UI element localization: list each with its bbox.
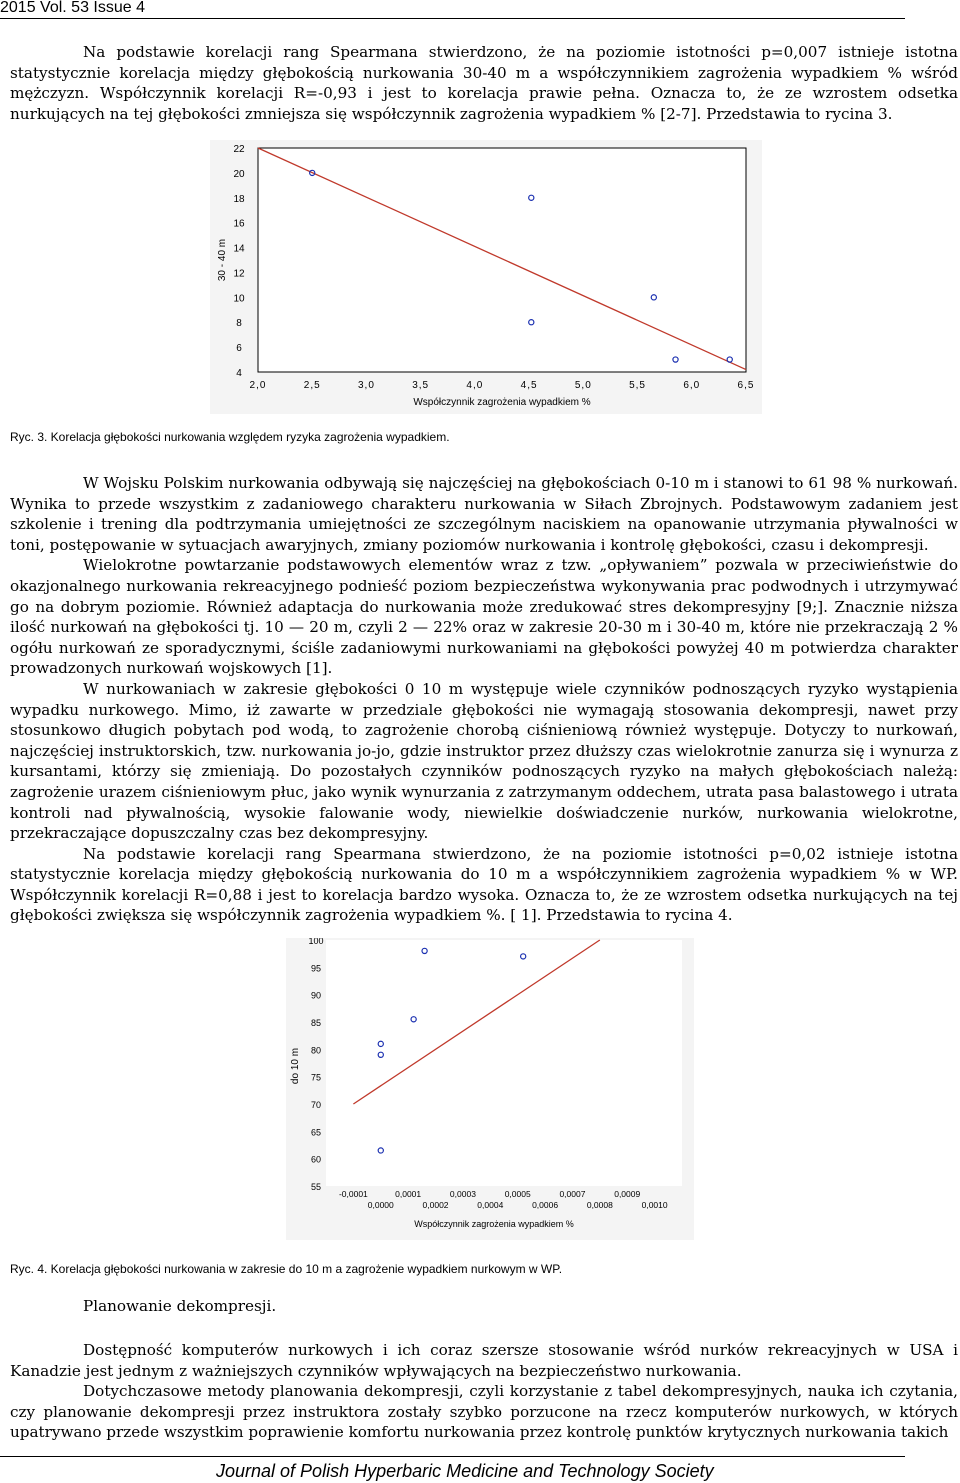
y-tick-label: 16 — [233, 218, 245, 230]
x-tick-label: 0,0008 — [586, 1200, 613, 1210]
x-tick-label: 4,0 — [466, 380, 484, 391]
x-tick-label: 0,0003 — [449, 1189, 476, 1199]
x-tick-label: 5,5 — [629, 380, 647, 391]
paragraph: Dostępność komputerów nurkowych i ich coraz szersze stosowanie wśród nurków rekreacyjnych w USA i Kanadzie jest jednym z ważniejszych czynników wpływających na bezpieczeństwo nurkowania. — [10, 1341, 958, 1380]
y-tick-label: 22 — [233, 144, 245, 155]
x-tick-label: 3,5 — [412, 380, 430, 391]
paragraph: W nurkowaniach w zakresie głębokości 0 10 m występuje wiele czynników podnoszących ryzyko wystąpienia wypadku nurkowego. Mimo, iż zawarte w przedziale głębokości nie wymagają stosowania dekompresji, nawet przy stosunkowo długich pobytach pod wodą, to zagrożenie chorobą ciśnieniową również występuje. Dotyczy to nurkowań, najczęściej instruktorskich, tzw. nurkowania jo-jo, gdzie instruktor przez dłuższy czas wielokrotnie zanurza się i wynurza z kursantami, którzy się zmieniają. Do pozostałych czynników podnoszących ryzyko na małych głębokościach należą: zagrożenie urazem ciśnieniowym płuc, jako wynik wynurzania z zatrzymanym oddechem, utrata pasa balastowego i utrata kontroli nad pływalnością, wysokie falowanie wody, niewielkie doświadczenie nurków, nurkowania wielokrotne, przekraczające dopuszczalny czas bez dekompresyjny. — [10, 679, 958, 843]
section-heading: Planowanie dekompresji. — [83, 1297, 277, 1315]
paragraph: Dotychczasowe metody planowania dekompresji, czyli korzystanie z tabel dekompresyjnych, nauka ich czytania, czy planowanie dekompresji przez instruktora zostały szybko porzucone na rzecz komputerów nurkowych, w których upatrywano przede wszystkim poprawienie komfortu nurkowania przez kontrolę punktów krytycznych nurkowania takich — [10, 1382, 958, 1442]
y-tick-label: 80 — [310, 1045, 322, 1056]
plot-area — [326, 940, 682, 1186]
x-tick-label: 6,5 — [737, 380, 755, 391]
x-axis-label: Współczynnik zagrożenia wypadkiem % — [413, 397, 591, 408]
y-tick-label: 95 — [310, 963, 322, 974]
x-tick-label: 0,0001 — [395, 1189, 422, 1199]
y-axis-label: 30 - 40 m — [217, 238, 228, 282]
figure-4-caption: Ryc. 4. Korelacja głębokości nurkowania w zakresie do 10 m a zagrożenie wypadkiem nurkowym w WP. — [10, 1262, 563, 1276]
y-axis-label: do 10 m — [290, 1047, 301, 1085]
paragraph: Na podstawie korelacji rang Spearmana stwierdzono, że na poziomie istotności p=0,02 istnieje istotna statystycznie korelacja między głębokością nurkowania do 10 m a współczynnikiem zagrożenia wypadkiem % w WP. Współczynnik korelacji R=0,88 i jest to korelacja bardzo wysoka. Oznacza to, że ze wzrostem odsetka nurkujących na tej głębokości zwiększa się współczynnik zagrożenia wypadkiem %. [ 1]. Przedstawia to rycina 4. — [10, 844, 958, 925]
y-tick-label: 75 — [310, 1072, 322, 1083]
x-tick-label: 2,0 — [249, 380, 267, 391]
y-tick-label: 14 — [233, 243, 245, 255]
figure-3-caption: Ryc. 3. Korelacja głębokości nurkowania względem ryzyka zagrożenia wypadkiem. — [10, 430, 450, 444]
y-tick-label: 20 — [233, 168, 245, 180]
page-footer — [0, 1456, 905, 1481]
y-tick-label: 65 — [310, 1127, 322, 1138]
x-tick-label: 3,0 — [357, 380, 375, 391]
y-tick-label: 55 — [310, 1182, 322, 1192]
footer-text: Journal of Polish Hyperbaric Medicine and Technology Society — [216, 1461, 714, 1481]
y-tick-label: 8 — [236, 318, 242, 330]
y-tick-label: 18 — [233, 193, 245, 205]
x-tick-label: -0,0001 — [338, 1189, 368, 1199]
x-tick-label: 0,0002 — [422, 1200, 449, 1210]
x-tick-label: 0,0006 — [532, 1200, 559, 1210]
x-axis-label: Współczynnik zagrożenia wypadkiem % — [414, 1219, 574, 1229]
y-tick-label: 85 — [310, 1018, 322, 1028]
paragraph-block-1 — [10, 42, 958, 124]
x-tick-label: 0,0007 — [559, 1189, 586, 1199]
x-tick-label: 0,0004 — [477, 1200, 504, 1210]
y-tick-label: 90 — [310, 990, 322, 1001]
y-tick-label: 10 — [233, 293, 245, 305]
x-tick-label: 5,0 — [574, 380, 592, 391]
x-tick-label: 2,5 — [303, 380, 321, 391]
y-tick-label: 12 — [233, 268, 245, 280]
x-tick-label: 0,0010 — [641, 1200, 668, 1210]
y-tick-label: 4 — [236, 368, 242, 379]
page-header — [0, 0, 905, 19]
x-tick-label: 4,5 — [520, 380, 538, 391]
y-tick-label: 70 — [310, 1100, 322, 1110]
figure-4-chart — [286, 938, 694, 1240]
figure-3-chart — [210, 140, 762, 414]
y-tick-label: 60 — [310, 1154, 322, 1165]
y-tick-label: 100 — [308, 938, 324, 946]
x-tick-label: 0,0000 — [367, 1200, 394, 1210]
paragraph-block-2 — [10, 473, 958, 926]
paragraph: W Wojsku Polskim nurkowania odbywają się najczęściej na głębokościach 0-10 m i stanowi to 61 98 % nurkowań. Wynika to przede wszystkim z zadaniowego charakteru nurkowania w Siłach Zbrojnych. Podstawowym zadaniem jest szkolenie i trening dla podtrzymania umiejętności ze szczególnym naciskiem na opanowanie utrzymania pływalności w toni, postępowanie w sytuacjach awaryjnych, zmiany poziomów nurkowania i kontrolę głębokości, czasu i dekompresji. — [10, 474, 958, 554]
paragraph-block-3 — [10, 1340, 958, 1443]
x-tick-label: 0,0005 — [504, 1189, 531, 1199]
x-tick-label: 0,0009 — [614, 1189, 641, 1199]
y-tick-label: 6 — [236, 343, 242, 355]
paragraph: Na podstawie korelacji rang Spearmana stwierdzono, że na poziomie istotności p=0,007 istnieje istotna statystycznie korelacja między głębokością nurkowania 30-40 m a współczynnikiem zagrożenia wypadkiem % wśród mężczyzn. Współczynnik korelacji R=-0,93 i jest to korelacja prawie pełna. Oznacza to, że ze wzrostem odsetka nurkujących na tej głębokości zmniejsza się współczynnik zagrożenia wypadkiem % [2-7]. Przedstawia to rycina 3. — [10, 43, 958, 123]
x-tick-label: 6,0 — [683, 380, 701, 391]
paragraph: Wielokrotne powtarzanie podstawowych elementów wraz z tzw. „opływaniem” pozwala w przeciwieństwie do okazjonalnego nurkowania rekreacyjnego podnieść poziom bezpieczeństwa wykonywania prac podwodnych i utrzymywać go na dobrym poziomie. Również adaptacja do nurkowania może zredukować stres dekompresyjny [9;]. Znacznie niższa ilość nurkowań na głębokości tj. 10 — 20 m, czyli 2 — 22% oraz w zakresie 20-30 m i 30-40 m, które nie przekraczają 2 % ogółu nurkowań ze sporadycznymi, ściśle zadaniowymi nurkowaniami na głębokości powyżej 40 m potwierdza charakter prowadzonych nurkowań wojskowych [1]. — [10, 556, 958, 678]
header-text: 2015 Vol. 53 Issue 4 — [0, 0, 145, 16]
